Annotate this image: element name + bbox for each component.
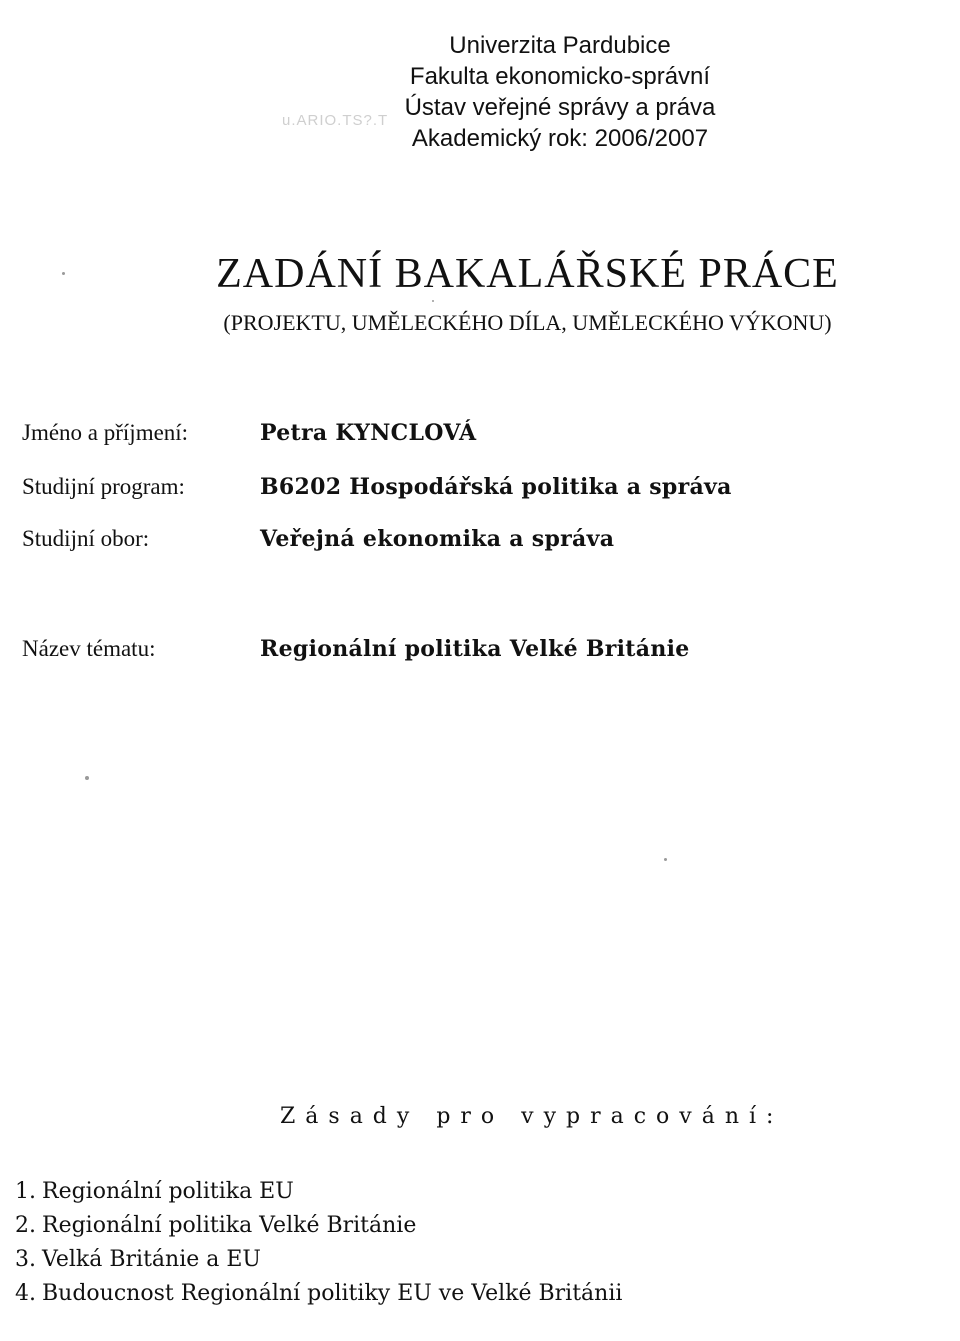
scan-speck [85,776,89,780]
field-label: Studijní program: [22,474,185,499]
university-name: Univerzita Pardubice [449,32,671,59]
scan-speck [62,272,65,275]
scan-speck [432,300,434,302]
document-header [300,30,820,154]
field-program [22,474,732,500]
field-topic [22,636,690,662]
list-item: 2. Regionální politika Velké Británie [15,1213,417,1238]
scan-speck [664,858,667,861]
field-value: Regionální politika Velké Británie [260,636,690,662]
field-value: Veřejná ekonomika a správa [260,526,615,552]
field-name [22,420,476,446]
list-item: 4. Budoucnost Regionální politiky EU ve Velké Británii [15,1281,623,1306]
document-title: ZADÁNÍ BAKALÁŘSKÉ PRÁCE [216,251,839,297]
academic-year: Akademický rok: 2006/2007 [411,125,709,152]
field-branch [22,526,614,552]
field-value: Petra KYNCLOVÁ [260,420,477,446]
faded-stamp: u.ARIO.TS?.T [282,112,389,129]
list-item: 3. Velká Británie a EU [15,1247,261,1272]
document-subtitle: (PROJEKTU, UMĚLECKÉHO DÍLA, UMĚLECKÉHO VÝKONU) [223,310,832,335]
field-value: B6202 Hospodářská politika a správa [260,474,732,500]
field-label: Název tématu: [22,636,156,661]
field-label: Jméno a příjmení: [22,420,189,445]
list-item: 1. Regionální politika EU [15,1179,294,1204]
principles-list [0,1175,622,1311]
faculty-name: Fakulta ekonomicko-správní [409,63,711,90]
principles-heading: Zásady pro vypracování: [280,1104,784,1129]
field-label: Studijní obor: [22,526,150,551]
institute-name: Ústav veřejné správy a práva [404,94,716,121]
